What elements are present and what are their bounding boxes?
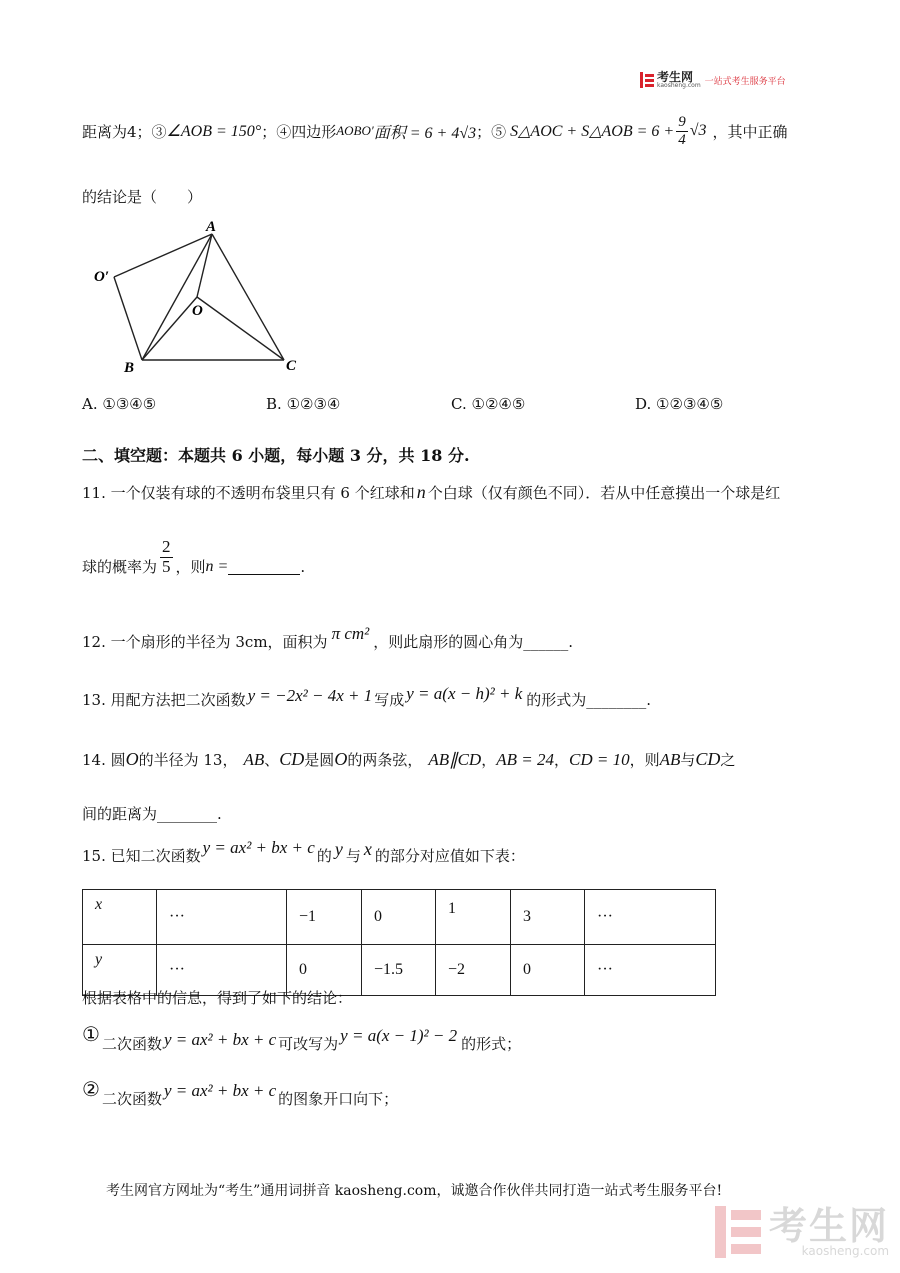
after-table-text: 根据表格中的信息，得到了如下的结论： (82, 989, 353, 1007)
q14-ab1: AB (243, 750, 265, 769)
conclusion-1-text3: 的形式； (461, 1035, 522, 1053)
q13-expr1: y = −2x² − 4x + 1 (247, 686, 373, 705)
segment-a-o (197, 234, 212, 297)
q11-var-n: n (416, 482, 426, 502)
label-a: A (206, 219, 217, 235)
q14-line1 (82, 749, 735, 770)
q14-f: 与 (680, 751, 696, 769)
brand-logo-icon (640, 72, 654, 88)
q14-sep1: 、 (264, 751, 280, 769)
q11-answer-blank[interactable] (228, 558, 300, 575)
q12-area: π cm² (331, 624, 370, 643)
table-cell: ··· (157, 945, 287, 996)
q14-parallel: AB∥CD (428, 750, 482, 769)
conclusion-1-expr1: y = ax² + bx + c (163, 1030, 277, 1049)
q10-root: √3 (689, 122, 707, 139)
brand-title: 考生网 (657, 70, 694, 84)
segment-o-b (142, 297, 197, 360)
table-cell: x (83, 890, 157, 945)
choice-b-label: B. (266, 395, 282, 413)
q10-area: 面积 = 6 + 4√3 (373, 124, 477, 142)
choice-d[interactable] (635, 395, 723, 413)
q15-line (82, 836, 525, 866)
q11-line1 (82, 482, 780, 503)
table-cell: 1 (436, 890, 511, 945)
q11-frac-num: 2 (162, 537, 171, 557)
q13-suffix: 的形式为________. (526, 691, 652, 709)
q15-x: x (363, 839, 372, 859)
table-cell: 0 (362, 890, 436, 945)
q14-g: 之 (720, 751, 736, 769)
q15-suffix: 的部分对应值如下表： (374, 847, 525, 865)
table-cell: 3 (511, 890, 585, 945)
q13-mid: 写成 (374, 691, 405, 709)
conclusion-1 (82, 1018, 521, 1054)
watermark (715, 1206, 889, 1258)
q15-y: y (334, 839, 343, 859)
conclusion-2-text2: 的图象开口向下； (278, 1090, 399, 1108)
q11-end: . (300, 557, 306, 576)
choice-c-label: C. (451, 395, 467, 413)
table-cell: ··· (585, 945, 716, 996)
q10-prefix: 距离为4；③ (82, 122, 167, 141)
q10-suffix: ，其中正确 (712, 122, 788, 141)
q14-o1: O (125, 749, 139, 769)
q15-expr: y = ax² + bx + c (202, 838, 315, 857)
q14-cd2: CD (695, 749, 721, 769)
q11-mid: ，则 (175, 558, 206, 576)
segment-a-b (142, 234, 212, 360)
table-cell: −2 (436, 945, 511, 996)
label-c: C (286, 358, 297, 374)
table-cell: 0 (287, 945, 362, 996)
conclusion-2-num: ② (82, 1077, 100, 1101)
header-logo (640, 71, 786, 89)
q15-mid1: 的 (316, 847, 332, 865)
q14-e: ，则 (629, 751, 660, 769)
q13-line (82, 680, 651, 710)
q14-line2: 间的距离为________. (82, 805, 222, 823)
table-cell: ··· (585, 890, 716, 945)
q14-b: 的半径为 13， (138, 751, 238, 769)
choice-a-text: ①③④⑤ (102, 395, 157, 413)
q10-sum: S△AOC + S△AOB = 6 + (510, 123, 675, 140)
q11-text1: 11. 一个仅装有球的不透明布袋里只有 6 个红球和 (82, 484, 415, 502)
q10-frac-num: 9 (678, 114, 686, 130)
q10-mid: ；④四边形 (261, 122, 337, 141)
q12-suffix: ，则此扇形的圆心角为______. (373, 633, 574, 651)
q10-quad: AOBO′ (336, 123, 374, 138)
q10-line2: 的结论是（ ） (82, 188, 203, 206)
values-table (82, 889, 716, 996)
choice-b-text: ①②③④ (286, 395, 341, 413)
choice-d-label: D. (635, 395, 652, 413)
label-oprime: O′ (94, 269, 110, 285)
q11-text2: 个白球（仅有颜色不同）．若从中任意摸出一个球是红 (427, 484, 781, 502)
q14-sep3: ， (553, 751, 569, 769)
q10-line1 (82, 106, 788, 156)
segment-o-c (197, 297, 284, 360)
table-row (83, 890, 716, 945)
q13-prefix: 13. 用配方法把二次函数 (82, 691, 246, 709)
q15-prefix: 15. 已知二次函数 (82, 847, 201, 865)
q15-mid2: 与 (345, 847, 361, 865)
q14-d: 的两条弦， (347, 751, 423, 769)
q14-ab-len: AB = 24 (496, 750, 554, 769)
segment-a-c (212, 234, 284, 360)
choice-c[interactable] (451, 395, 525, 413)
watermark-logo-icon (715, 1206, 761, 1258)
q10-angle: ∠AOB = 150° (166, 123, 262, 140)
choice-b[interactable] (266, 395, 340, 413)
table-cell: ··· (157, 890, 287, 945)
q14-o2: O (334, 749, 348, 769)
q10-sep: ；⑤ (476, 122, 507, 141)
q11-prob-label: 球的概率为 (82, 558, 158, 576)
q10-fraction (676, 114, 688, 148)
q13-expr2: y = a(x − h)² + k (406, 684, 523, 703)
brand-tagline: 一站式考生服务平台 (704, 76, 786, 87)
q11-frac-den: 5 (162, 557, 171, 576)
conclusion-2-text1: 二次函数 (101, 1090, 162, 1108)
choice-c-text: ①②④⑤ (471, 395, 526, 413)
section2-heading: 二、填空题：本题共 6 小题，每小题 3 分，共 18 分. (82, 446, 470, 465)
brand-domain: kaosheng.com (657, 82, 701, 89)
conclusion-1-text1: 二次函数 (101, 1035, 162, 1053)
conclusion-1-num: ① (82, 1022, 100, 1046)
watermark-text: 考生网 (769, 1204, 890, 1248)
choice-d-text: ①②③④⑤ (656, 395, 724, 413)
choice-a-label: A. (82, 395, 98, 413)
segment-oprime-a (114, 234, 212, 277)
conclusion-1-text2: 可改写为 (278, 1035, 339, 1053)
conclusion-1-expr2: y = a(x − 1)² − 2 (340, 1026, 458, 1045)
table-cell: 0 (511, 945, 585, 996)
q12-prefix: 12. 一个扇形的半径为 3cm，面积为 (82, 633, 328, 651)
q10-frac-den: 4 (678, 131, 686, 148)
q11-fraction (160, 538, 173, 576)
choice-a[interactable] (82, 395, 156, 413)
watermark-domain: kaosheng.com (801, 1244, 890, 1258)
q14-a: 14. 圆 (82, 751, 126, 769)
footer-text: 考生网官方网址为“考生”通用词拼音 kaosheng.com，诚邀合作伙伴共同打造一站式考生服务平台! (106, 1183, 723, 1199)
conclusion-2 (82, 1073, 398, 1109)
q11-line2 (82, 538, 305, 577)
q14-c: 是圆 (304, 751, 335, 769)
conclusion-2-expr1: y = ax² + bx + c (163, 1081, 277, 1100)
table-cell: −1.5 (362, 945, 436, 996)
q14-cd1: CD (279, 749, 305, 769)
q14-ab2: AB (659, 750, 681, 769)
table-cell: y (83, 945, 157, 996)
q14-cd-len: CD = 10 (569, 750, 630, 769)
q14-sep2: ， (481, 751, 497, 769)
q12-line (82, 622, 573, 652)
q11-eq: n = (205, 557, 229, 575)
label-o: O (192, 303, 203, 319)
segment-oprime-b (114, 277, 142, 360)
label-b: B (124, 360, 135, 376)
geometry-figure (90, 218, 310, 378)
table-cell: −1 (287, 890, 362, 945)
